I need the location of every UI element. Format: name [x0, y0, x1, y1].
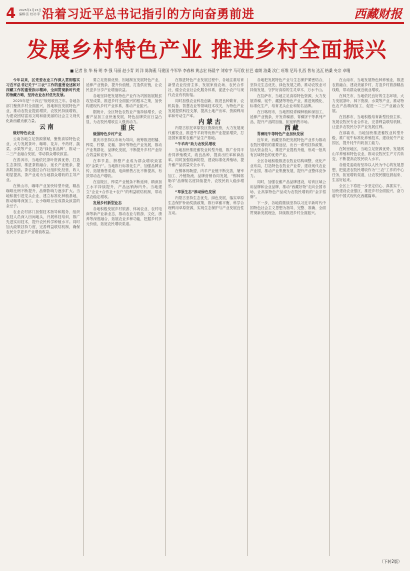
paragraph: 全区各地积极推进农牧业结构调整，优化产业布局，打造特色农牧业产业带，建设现代农业产业园，推动产业集聚发展，提升产业整体竞争力。 — [250, 159, 326, 178]
subsection-title: “草原生态”推动绿色发展 — [175, 190, 216, 194]
column-divider — [83, 78, 84, 556]
paragraph: 在阿里地区，当地立足资源优势，发展绒山羊养殖和特色农业，推动农牧民生产方式转变，不断提高农牧民收入水平。 — [332, 147, 404, 161]
subsection-title: 做强特色乡村产业 — [93, 132, 122, 136]
subsection-title: 发展乡村新型业态 — [93, 201, 122, 205]
paragraph: 在锡林郭勒盟，肉羊产业链不断完善，屠宰加工、冷链物流、品牌营销协同发展，“锡林郭勒羊”品牌知名度持续提升，农牧民收入稳步增长。 — [168, 169, 244, 188]
paragraph: 在山南市，当地发展特色种养殖业，推进农旅融合，建设美丽乡村，打造乡村旅游精品线路，带动群众就近就业增收。 — [332, 78, 404, 92]
paragraph: 各地积极发展乡村旅游、休闲农业、农村电商等新产业新业态，推动农业与旅游、文化、康养等深度融合，拓展农业多种功能，挖掘乡村多元价值，拓宽农民增收渠道。 — [86, 207, 162, 226]
paragraph: 在那曲市，当地加快推进畜牧业转型升级，推广牦牛标准化养殖技术，建设牦牛产业园区，提升牦牛肉奶加工能力。 — [332, 131, 404, 145]
subsection-title: 青稞牦牛等特色产业加快发展 — [257, 132, 304, 136]
brand-logo: 西藏财报 — [353, 7, 402, 21]
paragraph: 在林芝市，当地依托良好的生态环境，大力发展茶叶、林下资源、水果等产业，推动特色农产品精深加工，促进一二三产业融合发展。 — [332, 94, 404, 113]
paragraph: 农业农村部门加强技术指导和服务，组织农技人员深入田间地头，开展科技培训，推广先进实用技术，提升农民科学种植水平。同时加大政策扶持力度，完善利益联结机制，确保农民分享更多产业增值收益。 — [6, 210, 80, 234]
paragraph: 当地加快推进畜牧业转型升级，推广舍饲半舍饲养殖模式，改良品种，提高出栏率和商品率。同时加强疫病防控，建设标准化养殖场，提升畜产品质量安全水平。 — [168, 148, 244, 167]
paragraph: 在保山市，咖啡产业加快转型升级，精品咖啡比例不断提升，品牌影响力逐步扩大。当地积极引进龙头企业，建立标准化种植基地，推动咖啡深加工，让小咖啡豆变成群众致富的金豆子。 — [6, 184, 80, 208]
topbar-title: 沿着习近平总书记指引的方向奋勇前进 — [42, 7, 255, 21]
paragraph: 全区上下将进一步坚定信心、真抓实干，加快建设农业强区，推进乡村全面振兴，奋力谱写中国式现代化西藏篇章。 — [332, 184, 404, 198]
paragraph: 2025年是“十四五”规划收官之年。各地各部门聚焦乡村全面振兴，因地制宜发展特色产业，推动农牧业提质增效、农牧民持续增收，为建设团结富裕文明和谐美丽的社会主义现代化新西藏贡献力量。 — [6, 99, 80, 123]
paragraph: 下一步，各地将继续坚持以习近平新时代中国特色社会主义思想为指导，完整、准确、全面贯彻新发展理念，持续推进乡村全面振兴。 — [250, 201, 326, 215]
paragraph: 在推进特色产业发展过程中，各地注重培育新型农业经营主体，发展家庭农场、农民合作社，健全农业社会化服务体系，促进小农户与现代农业有机衔接。 — [168, 78, 244, 97]
paragraph: 同时，加强农畜产品品牌建设，培育区域公用品牌和企业品牌，推动“西藏好物”走向全国市场，让高原特色产品成为农牧民增收的“金字招牌”。 — [250, 180, 326, 199]
subsection-title: “牛羊肉”助力农牧民增收 — [175, 142, 216, 146]
subsection-title: 做好特色农业 — [13, 131, 35, 135]
paragraph: 在日喀则市，当地围绕青稞种植和深加工，延伸产业链条，开发青稞酒、青稞饼干等系列产品，提升产品附加值，拓宽销售市场。 — [250, 110, 326, 124]
paragraph: 在涪陵区，榨菜产业链条不断延伸，精深加工水平持续提升，产品远销海内外。当地建立“企业+合作社+农户”的利益联结机制，带动菜农稳定增收。 — [86, 180, 162, 199]
page-header — [6, 4, 404, 38]
article-column-3 — [168, 78, 244, 556]
lead-paragraph: 今年以来，区党委农业工作深入贯彻落实习近平总书记关于“三农”工作的重要论述和对西藏工作的重要指示精神，全面贯彻新时代党的治藏方略，坚持农业农村优先发展。 — [6, 78, 80, 97]
byline: ■ 记者 张 华 杨 明 李 强 马丽 赵小青 刘 洋 陈海燕 马建国 牛军华 李春林 黄志宏 杨晨宇 刘家宇 马可欣 拉巴 索朗 洛桑 次仁 旺堆 尼玛 扎西 普布 达瓦 格桑 央宗 卓嘎 — [70, 68, 351, 73]
column-divider — [165, 78, 166, 556]
paragraph: 在拉萨市，当地立足高原特色资源，大力发展青稞、牦牛、藏猪等特色产业，推进规模化、标准化生产，培育龙头企业和知名品牌。 — [250, 94, 326, 108]
headline: 发展乡村特色产业 推进乡村全面振兴 — [26, 38, 388, 62]
column-divider — [329, 78, 330, 556]
column-divider — [247, 78, 248, 556]
section-title: 内 蒙 古 — [198, 119, 221, 126]
page-number: 4 — [6, 6, 16, 22]
paragraph: 内蒙古依托草原牧区资源优势，大力发展现代畜牧业，推进牛羊奶等优势产业提质增效，打造国家重要农畜产品生产基地。 — [168, 126, 244, 140]
section-title: 西 藏 — [284, 125, 299, 132]
paragraph: 在昌都市，当地积极培育新型经营主体，发展农牧民专业合作社，完善利益联结机制，让更多农牧民分享产业发展红利。 — [332, 115, 404, 129]
paragraph: 要立足资源优势，因地制宜发展特色产业，延伸产业链条，提升价值链，打造供应链，让农民更多分享产业增值收益。 — [86, 78, 162, 92]
continued-note: （下转2版） — [379, 559, 402, 564]
paragraph: 各级党委政府坚持以人民为中心的发展思想，把促进农牧民增收作为“三农”工作的中心任务，拓宽增收渠道，让农牧民腰包鼓起来、生活好起来。 — [332, 163, 404, 182]
article-column-2 — [86, 78, 162, 556]
header-divider — [6, 22, 404, 24]
paragraph: 各地把发展特色产业与生态保护紧密结合，坚持走生态优先、绿色发展之路，推动农牧业可持续发展，守护好高原的生灵草木、万水千山。 — [250, 78, 326, 92]
paragraph: 同时加强农业科技创新，推进良种繁育、农机装备、智慧农业等领域技术攻关，为特色产业发展提供科技支撑，提高土地产出率、资源利用率和劳动生产率。 — [168, 99, 244, 118]
paragraph: 近年来，西藏坚持把发展特色产业作为推动农牧民增收的重要途径，出台一系列扶持政策，加大资金投入，推进产业提档升级，形成一批具有区域特色的优势产业。 — [250, 138, 326, 157]
paragraph: 内蒙古坚持生态优先、绿色发展，落实草原生态保护补助奖励政策，推行草畜平衡，科学合理利用草原资源，实现生态保护与产业发展良性互动。 — [168, 196, 244, 215]
paragraph: 在奉节县，脐橙产业成为群众增收致富的“金果子”。当地推行标准化生产，加强品牌宣传，拓展销售渠道，电商销售占比不断提高，有效带动农户增收。 — [86, 159, 162, 178]
paragraph: 在普洱市，当地依托茶叶资源优势，打造生态茶园，推进茶旅融合，延长产业链条，提高附加值。茶农通过合作社组织化经营，收入明显提高，茶产业成为当地群众增收的主导产业。 — [6, 158, 80, 182]
section-title: 重 庆 — [120, 125, 135, 132]
section-title: 云 南 — [39, 124, 54, 131]
paragraph: 云南各地立足资源禀赋，聚焦高原特色农业，大力发展茶叶、咖啡、花卉、中药材、蔬菜、水果等产业，打造“绿色食品牌”，推动一二三产业融合发展，带动群众增收致富。 — [6, 137, 80, 156]
article-column-4 — [250, 78, 326, 556]
paragraph: 据统计，全区特色农牧业产值持续增长，农畜产品加工业快速发展，特色品牌效应日益凸显，为农牧民增收注入强劲动力。 — [86, 110, 162, 124]
paragraph: 各地坚持把发展特色产业作为巩固拓展脱贫攻坚成果、推进乡村全面振兴的根本之策，加快构建现代乡村产业体系，推动产业振兴。 — [86, 94, 162, 108]
article-column-1 — [6, 78, 80, 556]
article-column-5 — [332, 78, 404, 548]
paragraph: 重庆市坚持以市场为导向，统筹推进柑橘、榨菜、柠檬、花椒、茶叶等特色产业发展，推动产业集群化、品牌化发展，不断提升乡村产业综合效益和竞争力。 — [86, 138, 162, 157]
date-info: 2025年1月15日 编辑:张 校对:李 — [19, 8, 42, 16]
